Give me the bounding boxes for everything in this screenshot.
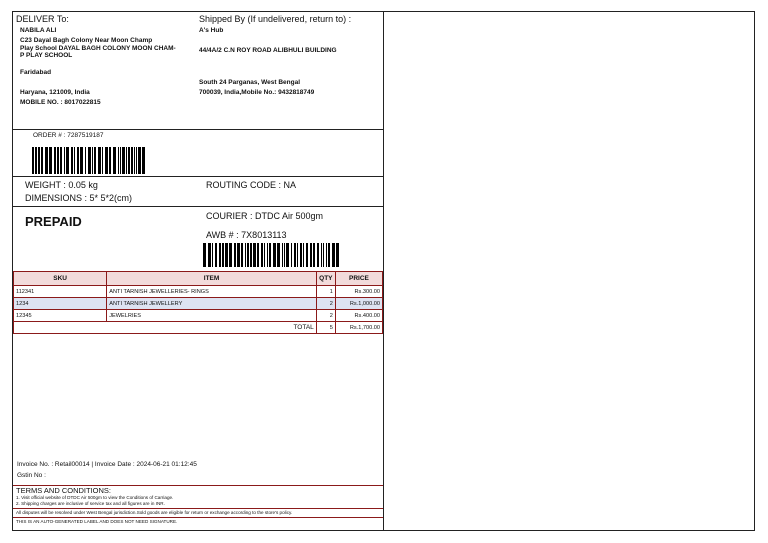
barcode-bar xyxy=(109,147,111,174)
barcode-bar xyxy=(80,147,83,174)
header-item: ITEM xyxy=(107,272,317,286)
barcode-bar xyxy=(128,147,130,174)
total-price: Rs.1,700.00 xyxy=(335,322,382,334)
barcode-bar xyxy=(105,147,108,174)
barcode-bar xyxy=(38,147,40,174)
barcode-bar xyxy=(273,243,276,267)
shipper-heading: Shipped By (If undelivered, return to) : xyxy=(199,14,352,24)
awb-barcode xyxy=(203,243,340,267)
awb-number: AWB # : 7X8013113 xyxy=(206,230,287,240)
barcode-bar xyxy=(49,147,52,174)
barcode-bar xyxy=(136,147,137,174)
barcode-bar xyxy=(310,243,312,267)
barcode-bar xyxy=(120,147,121,174)
dimensions: DIMENSIONS : 5* 5*2(cm) xyxy=(25,193,133,203)
recipient-address-line2: Play School DAYAL BAGH COLONY MOON CHAM- xyxy=(20,45,176,52)
barcode-bar xyxy=(98,147,101,174)
barcode-bar xyxy=(247,243,249,267)
barcode-bar xyxy=(264,243,265,267)
barcode-bar xyxy=(203,243,206,267)
shipper-address: 44/4A/2 C.N ROY ROAD ALIBHULI BUILDING xyxy=(199,47,337,54)
barcode-bar xyxy=(215,243,217,267)
shipper-address-line2: South 24 Parganas, West Bengal xyxy=(199,79,301,86)
barcode-bar xyxy=(253,243,256,267)
barcode-bar xyxy=(208,243,211,267)
barcode-bar xyxy=(35,147,37,174)
cell-price: Rs.300.00 xyxy=(335,286,382,298)
recipient-name: NABILA ALI xyxy=(20,27,57,34)
recipient-address-line3: P PLAY SCHOOL xyxy=(20,52,73,59)
barcode-bar xyxy=(71,147,73,174)
recipient-state: Haryana, 121009, India xyxy=(20,89,90,96)
barcode-bar xyxy=(102,147,103,174)
barcode-bar xyxy=(92,147,93,174)
shipper-address-line3: 700039, India,Mobile No.: 9432818749 xyxy=(199,89,315,96)
cell-sku: 12345 xyxy=(14,310,107,322)
barcode-bar xyxy=(131,147,133,174)
routing-code: ROUTING CODE : NA xyxy=(206,180,297,190)
barcode-bar xyxy=(85,147,86,174)
barcode-bar xyxy=(225,243,228,267)
barcode-bar xyxy=(222,243,224,267)
table-row xyxy=(14,310,383,322)
recipient-city: Faridabad xyxy=(20,69,52,76)
barcode-bar xyxy=(257,243,259,267)
barcode-bar xyxy=(261,243,263,267)
barcode-bar xyxy=(317,243,319,267)
divider xyxy=(13,206,383,207)
barcode-bar xyxy=(294,243,296,267)
table-row xyxy=(14,286,383,298)
gstin: Gstin No : xyxy=(17,472,46,479)
barcode-bar xyxy=(229,243,232,267)
barcode-bar xyxy=(306,243,308,267)
courier: COURIER : DTDC Air 500gm xyxy=(206,211,324,221)
terms-section xyxy=(13,485,383,526)
cell-qty: 2 xyxy=(316,298,335,310)
barcode-bar xyxy=(122,147,125,174)
barcode-bar xyxy=(323,243,324,267)
barcode-bar xyxy=(45,147,48,174)
barcode-bar xyxy=(138,147,141,174)
cell-price: Rs.1,000.00 xyxy=(335,298,382,310)
barcode-bar xyxy=(291,243,292,267)
cell-item: ANTI TARNISH JEWELLERY xyxy=(107,298,317,310)
shipping-label xyxy=(12,11,384,531)
recipient-address-line1: C23 Dayal Bagh Colony Near Moon Champ xyxy=(20,37,153,44)
recipient-mobile: MOBILE NO. : 8017022815 xyxy=(20,99,101,106)
barcode-bar xyxy=(269,243,271,267)
table-total-row xyxy=(14,322,383,334)
barcode-bar xyxy=(234,243,236,267)
divider xyxy=(13,129,383,130)
barcode-bar xyxy=(250,243,252,267)
barcode-bar xyxy=(219,243,221,267)
table-header-row xyxy=(14,272,383,286)
payment-mode: PREPAID xyxy=(25,214,82,229)
cell-qty: 2 xyxy=(316,310,335,322)
barcode-bar xyxy=(113,147,116,174)
barcode-bar xyxy=(118,147,119,174)
cell-qty: 1 xyxy=(316,286,335,298)
barcode-bar xyxy=(326,243,327,267)
shipper-name: A's Hub xyxy=(199,27,224,34)
barcode-bar xyxy=(94,147,96,174)
total-qty: 5 xyxy=(316,322,335,334)
empty-label-panel xyxy=(383,11,755,531)
barcode-bar xyxy=(245,243,246,267)
cell-price: Rs.400.00 xyxy=(335,310,382,322)
terms-heading: TERMS AND CONDITIONS: xyxy=(16,486,112,495)
barcode-bar xyxy=(74,147,75,174)
barcode-bar xyxy=(321,243,322,267)
barcode-bar xyxy=(241,243,243,267)
items-table xyxy=(13,271,383,334)
jurisdiction-note: All disputes will be resolved under West Bengal jurisdiction.Sold goods are eligible for return or exchange according to the store's policy. xyxy=(13,509,383,518)
deliver-heading: DELIVER To: xyxy=(16,14,69,24)
header-sku: SKU xyxy=(14,272,107,286)
barcode-bar xyxy=(57,147,59,174)
barcode-bar xyxy=(66,147,69,174)
cell-sku: 112341 xyxy=(14,286,107,298)
barcode-bar xyxy=(88,147,91,174)
barcode-bar xyxy=(64,147,65,174)
barcode-bar xyxy=(237,243,240,267)
cell-item: ANTI TARNISH JEWELLERIES- RINGS xyxy=(107,286,317,298)
total-label: TOTAL xyxy=(14,322,317,334)
terms-line: 1. Visit official website of DTDC Air 500gm to view the Conditions of Carriage. xyxy=(16,495,174,500)
barcode-bar xyxy=(54,147,56,174)
divider xyxy=(13,176,383,177)
barcode-bar xyxy=(142,147,145,174)
barcode-bar xyxy=(313,243,315,267)
barcode-bar xyxy=(60,147,62,174)
header-qty: QTY xyxy=(316,272,335,286)
cell-sku: 1234 xyxy=(14,298,107,310)
barcode-bar xyxy=(282,243,283,267)
invoice-info: Invoice No. : Retail00014 | Invoice Date : 2024-06-21 01:12:45 xyxy=(17,461,197,468)
barcode-bar xyxy=(77,147,79,174)
barcode-bar xyxy=(284,243,285,267)
weight: WEIGHT : 0.05 kg xyxy=(25,180,98,190)
cell-item: JEWELRIES xyxy=(107,310,317,322)
order-number: ORDER # : 7287519187 xyxy=(33,132,104,139)
barcode-bar xyxy=(277,243,280,267)
barcode-bar xyxy=(336,243,339,267)
barcode-bar xyxy=(212,243,213,267)
barcode-bar xyxy=(303,243,304,267)
table-row xyxy=(14,298,383,310)
barcode-bar xyxy=(267,243,268,267)
barcode-bar xyxy=(300,243,302,267)
barcode-bar xyxy=(41,147,43,174)
auto-generated-note: THIS IS AN AUTO-GENERATED LABEL AND DOES NOT NEED SIGNATURE. xyxy=(16,519,178,524)
barcode-bar xyxy=(328,243,330,267)
order-barcode xyxy=(32,147,147,174)
barcode-bar xyxy=(32,147,34,174)
barcode-bar xyxy=(332,243,335,267)
barcode-bar xyxy=(297,243,298,267)
barcode-bar xyxy=(126,147,127,174)
terms-line: 2. Shipping charges are inclusive of service tax and all figures are in INR. xyxy=(16,501,165,506)
barcode-bar xyxy=(134,147,135,174)
header-price: PRICE xyxy=(335,272,382,286)
barcode-bar xyxy=(286,243,289,267)
